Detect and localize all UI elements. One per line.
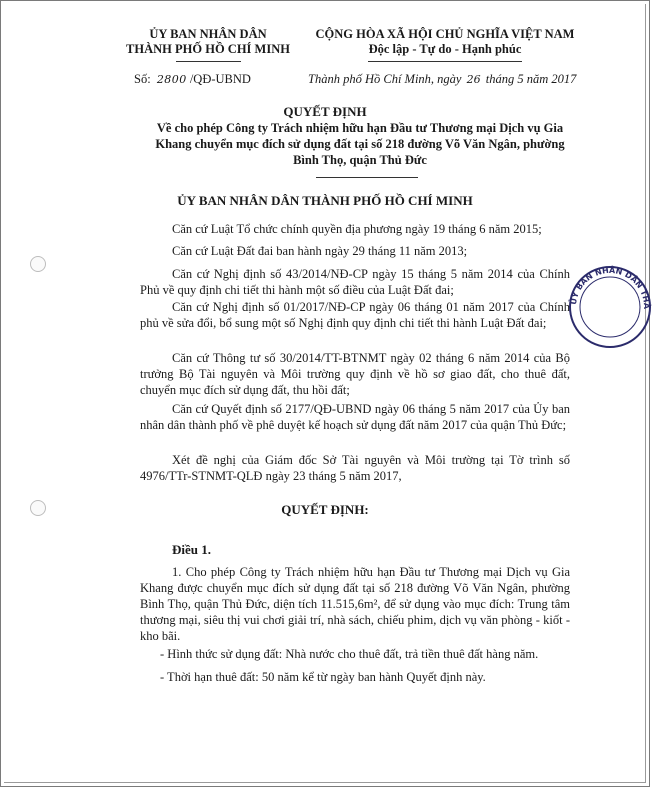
basis-paragraph: Căn cứ Luật Đất đai ban hành ngày 29 tháng 11 năm 2013; <box>172 244 468 258</box>
basis-paragraph: Căn cứ Quyết định số 2177/QĐ-UBND ngày 06 tháng 5 năm 2017 của Ủy ban nhân dân thành phố về phê duyệt kế hoạch sử dụng đất năm 2017 của quận Thủ Đức; <box>140 402 570 432</box>
number-handwritten: 2800 <box>156 73 187 86</box>
article-1-clause-1: 1. Cho phép Công ty Trách nhiệm hữu hạn Đầu tư Thương mại Dịch vụ Gia Khang được chuyển mục đích sử dụng đất tại số 218 đường Võ Văn Ngân, phường Bình Thọ, quận Thủ Đức, diện tích 11.515,6m², để sử dụng vào mục đích: Trung tâm thương mại, siêu thị vui chơi giải trí, nhà sách, chiếu phim, dịch vụ văn phòng - kiốt - kho bãi. <box>140 565 570 643</box>
issue-date <box>308 72 576 87</box>
number-label: Số: <box>134 72 151 86</box>
document-number <box>134 72 251 87</box>
subject-underline <box>316 177 418 178</box>
issuer-line-1: ỦY BAN NHÂN DÂN <box>149 27 267 41</box>
article-1-heading: Điều 1. <box>172 542 211 557</box>
national-header <box>300 27 590 57</box>
document-title: QUYẾT ĐỊNH <box>283 104 367 119</box>
date-suffix: tháng 5 năm 2017 <box>485 72 577 86</box>
punch-hole <box>30 500 46 516</box>
basis-paragraph: Xét đề nghị của Giám đốc Sở Tài nguyên và Môi trường tại Tờ trình số 4976/TTr-STNMT-QLĐ ngày 23 tháng 5 năm 2017, <box>140 453 570 483</box>
basis-paragraph: Căn cứ Nghị định số 43/2014/NĐ-CP ngày 15 tháng 5 năm 2014 của Chính Phủ về quy định chi tiết thi hành một số điều của Luật Đất đai; <box>140 267 570 297</box>
article-1-land-use-form: - Hình thức sử dụng đất: Nhà nước cho thuê đất, trả tiền thuê đất hàng năm. <box>160 647 539 661</box>
basis-paragraph: Căn cứ Luật Tổ chức chính quyền địa phương ngày 19 tháng 6 năm 2015; <box>172 222 542 236</box>
national-motto: Độc lập - Tự do - Hạnh phúc <box>368 42 522 56</box>
basis-paragraph: Căn cứ Nghị định số 01/2017/NĐ-CP ngày 06 tháng 01 năm 2017 của Chính phủ về sửa đổi, bổ sung một số Nghị định quy định chi tiết thi hành Luật Đất đai; <box>140 300 570 330</box>
number-suffix: /QĐ-UBND <box>189 72 251 86</box>
document-subject: Về cho phép Công ty Trách nhiệm hữu hạn Đầu tư Thương mại Dịch vụ Gia Khang chuyển mục đích sử dụng đất tại số 218 đường Võ Văn Ngân, phường Bình Thọ, quận Thủ Đức <box>155 121 565 167</box>
authority-heading: ỦY BAN NHÂN DÂN THÀNH PHỐ HỒ CHÍ MINH <box>177 193 473 208</box>
issuer-header <box>118 27 298 57</box>
date-prefix: Thành phố Hồ Chí Minh, ngày <box>308 72 462 86</box>
date-day-handwritten: 26 <box>466 73 481 86</box>
issuer-line-2: THÀNH PHỐ HỒ CHÍ MINH <box>126 42 290 56</box>
official-seal-stamp <box>562 262 652 352</box>
issuer-underline <box>176 61 241 62</box>
national-title: CỘNG HÒA XÃ HỘI CHỦ NGHĨA VIỆT NAM <box>315 27 575 41</box>
svg-text:ỦY BAN NHÂN DÂN THÀNH PHỐ: ỦY BAN NHÂN DÂN THÀ <box>568 265 652 310</box>
decision-heading: QUYẾT ĐỊNH: <box>281 502 369 517</box>
basis-paragraph: Căn cứ Thông tư số 30/2014/TT-BTNMT ngày 02 tháng 6 năm 2014 của Bộ trưởng Bộ Tài nguyên và Môi trường quy định về hồ sơ giao đất, cho thuê đất, chuyển mục đích sử dụng đất, thu hồi đất; <box>140 351 570 397</box>
article-1-lease-term: - Thời hạn thuê đất: 50 năm kể từ ngày ban hành Quyết định này. <box>160 670 486 684</box>
punch-hole <box>30 256 46 272</box>
motto-underline <box>368 61 522 62</box>
